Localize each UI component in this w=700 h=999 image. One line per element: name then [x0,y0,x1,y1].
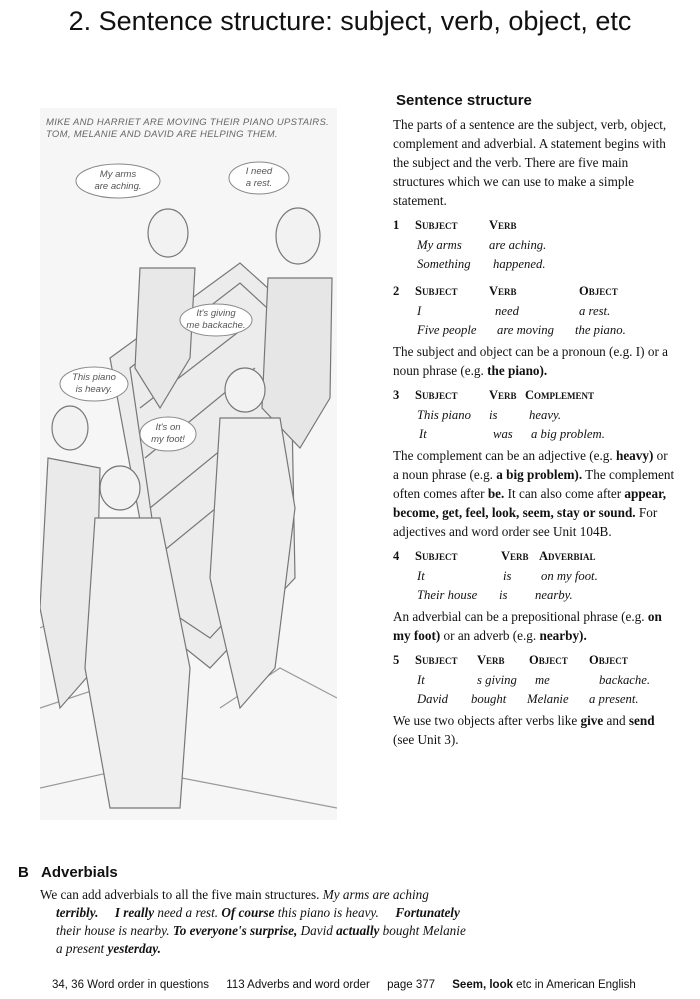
example-object: a rest. [579,304,611,318]
bubble-line: a rest. [245,178,273,189]
page-title: 2. Sentence structure: subject, verb, object, etc [68,6,632,36]
caption-line: MIKE AND HARRIET ARE MOVING THEIR PIANO UPSTAIRS. [46,117,330,128]
structure-header [393,388,675,408]
header-object: Object [529,653,568,667]
header-object: Object [579,284,618,298]
note-text: An adverbial can be a prepositional phrase (e.g. [393,609,648,624]
footer-link[interactable]: 113 Adverbs and word order [226,979,370,991]
text-run-italic: My arms are aching [322,887,429,902]
header-verb: Verb [489,284,517,298]
structure-note [393,711,675,749]
example-row [393,588,675,607]
example-row [393,257,675,276]
text-run: bought Melanie [379,923,466,938]
example-verb: happened. [493,257,546,271]
note-text: We use two objects after verbs like [393,713,581,728]
note-bold: give [580,713,604,728]
paragraph-line [40,922,510,940]
example-subject: It [419,427,427,441]
example-complement: heavy. [529,408,562,422]
bubble-line: My arms [99,169,137,180]
example-adverbial: on my foot. [541,569,598,583]
header-verb: Verb [489,218,517,232]
example-object: the piano. [575,323,626,337]
text-run-bold: To everyone's surprise, [172,923,298,938]
speech-bubble [232,166,286,190]
text-run: this piano is heavy. [274,905,396,920]
example-subject: Something [417,257,471,271]
note-bold: appear, become, get, feel, look, seem, stay or sound. [393,486,667,520]
example-verb: are moving [497,323,554,337]
piano-movers-drawing [40,108,337,820]
text-run-bold: Of course [221,905,275,920]
note-bold: the piano). [487,363,548,378]
note-text: or a noun phrase (e.g. [393,448,668,482]
footer-text: page 377 [387,979,439,991]
structure-header [393,653,675,673]
bubble-line: my foot! [151,434,185,445]
text-run [98,905,114,920]
structure-5 [393,653,675,749]
example-object: backache. [599,673,651,687]
structure-header [393,218,675,238]
footer-link[interactable] [387,979,650,991]
example-verb: is [499,588,508,602]
example-verb: was [493,427,513,441]
structure-number: 5 [393,653,400,667]
structure-4 [393,549,675,645]
paragraph-line [40,886,510,904]
note-text: and [603,713,629,728]
example-row [393,673,675,692]
example-subject: I [417,304,422,318]
adverbials-paragraph [40,886,510,958]
note-text: The complement often comes after [393,467,675,501]
header-verb: Verb [501,549,529,563]
text-run-bold: yesterday. [107,941,161,956]
header-subject: Subject [415,284,458,298]
header-subject: Subject [415,388,458,402]
note-bold: be. [487,486,505,501]
footer-link[interactable]: 34, 36 Word order in questions [52,979,210,991]
example-row [393,323,675,342]
structure-note [393,446,675,541]
example-subject: Their house [417,588,478,602]
note-bold: nearby). [539,628,587,643]
illustration-caption [46,117,329,141]
text-run-bold: I really [114,905,155,920]
header-adverbial: Adverbial [539,549,596,563]
example-object: a present. [589,692,639,706]
structure-number: 3 [393,388,400,402]
text-run-bold: Fortunately [395,905,460,920]
header-verb: Verb [477,653,505,667]
text-run: their house is nearby. [56,923,173,938]
example-verb: is [489,408,498,422]
example-verb: s giving [477,673,517,687]
example-object: me [535,673,550,687]
note-text: (see Unit 3). [393,732,459,747]
bubble-line: are aching. [94,181,142,192]
header-subject: Subject [415,549,458,563]
structure-header [393,284,675,304]
speech-bubble [182,308,250,332]
note-bold: send [628,713,655,728]
caption-line: TOM, MELANIE AND DAVID ARE HELPING THEM. [46,129,278,140]
example-adverbial: nearby. [535,588,573,602]
intro-paragraph: The parts of a sentence are the subject, verb, object, complement and adverbial. A statement begins with the subject and the verb. There are five main structures which we can use to make a simple statement. [393,117,667,208]
example-verb: bought [471,692,507,706]
structure-note [393,607,675,645]
example-verb: are aching. [489,238,547,252]
example-subject: David [417,692,449,706]
header-complement: Complement [525,388,595,402]
structure-note [393,342,675,380]
example-subject: This piano [417,408,471,422]
structure-header [393,549,675,569]
bubble-line: is heavy. [75,384,113,395]
structure-1 [393,218,675,276]
example-row [393,569,675,588]
bubble-line: It's on [155,422,181,433]
structure-3 [393,388,675,541]
example-verb: is [503,569,512,583]
speech-bubble [142,422,194,446]
footer-text-bold: Seem, look [452,979,513,991]
bubble-line: This piano [72,372,116,383]
bubble-line: me backache. [186,320,246,331]
text-run: need a rest. [154,905,222,920]
example-subject: It [417,569,425,583]
example-subject: Five people [417,323,477,337]
example-row [393,304,675,323]
text-run: a present [56,941,108,956]
illustration [40,108,337,820]
note-bold: on my foot) [393,609,662,643]
section-heading: Adverbials [41,864,118,881]
note-text: For adjectives and word order see Unit 104B. [393,505,658,539]
header-subject: Subject [415,218,458,232]
example-row [393,408,675,427]
paragraph-line [40,940,510,958]
structure-number: 1 [393,218,400,232]
text-run-bold: terribly. [56,905,99,920]
header-verb: Verb [489,388,517,402]
note-text: or an adverb (e.g. [440,628,540,643]
paragraph-line [40,904,510,922]
example-subject: It [417,673,425,687]
example-subject: My arms [417,238,462,252]
structure-number: 2 [393,284,400,298]
header-subject: Subject [415,653,458,667]
bubble-line: I need [245,166,273,177]
text-run: David [297,923,337,938]
header-object: Object [589,653,628,667]
structure-2 [393,284,675,380]
example-object: Melanie [527,692,569,706]
section-heading: Sentence structure [396,92,532,109]
text-run-bold: actually [336,923,380,938]
bubble-line: It's giving [196,308,236,319]
example-row [393,692,675,711]
example-row [393,427,675,446]
note-text: It can also come after [504,486,625,501]
speech-bubble [62,372,126,396]
footer-text: etc in American English [512,979,636,991]
structure-number: 4 [393,549,400,563]
example-row [393,238,675,257]
example-complement: a big problem. [531,427,605,441]
note-text: The subject and object can be a pronoun (e.g. I) or a noun phrase (e.g. [393,344,668,378]
example-verb: need [495,304,519,318]
footer-references [52,979,664,991]
note-bold: a big problem). [496,467,583,482]
text-run: We can add adverbials to all the five main structures. [40,887,323,902]
note-text: The complement can be an adjective (e.g. [393,448,616,463]
speech-bubble [80,169,156,193]
section-letter: B [18,864,29,881]
note-bold: heavy) [615,448,654,463]
sentence-structure-section [393,92,675,749]
